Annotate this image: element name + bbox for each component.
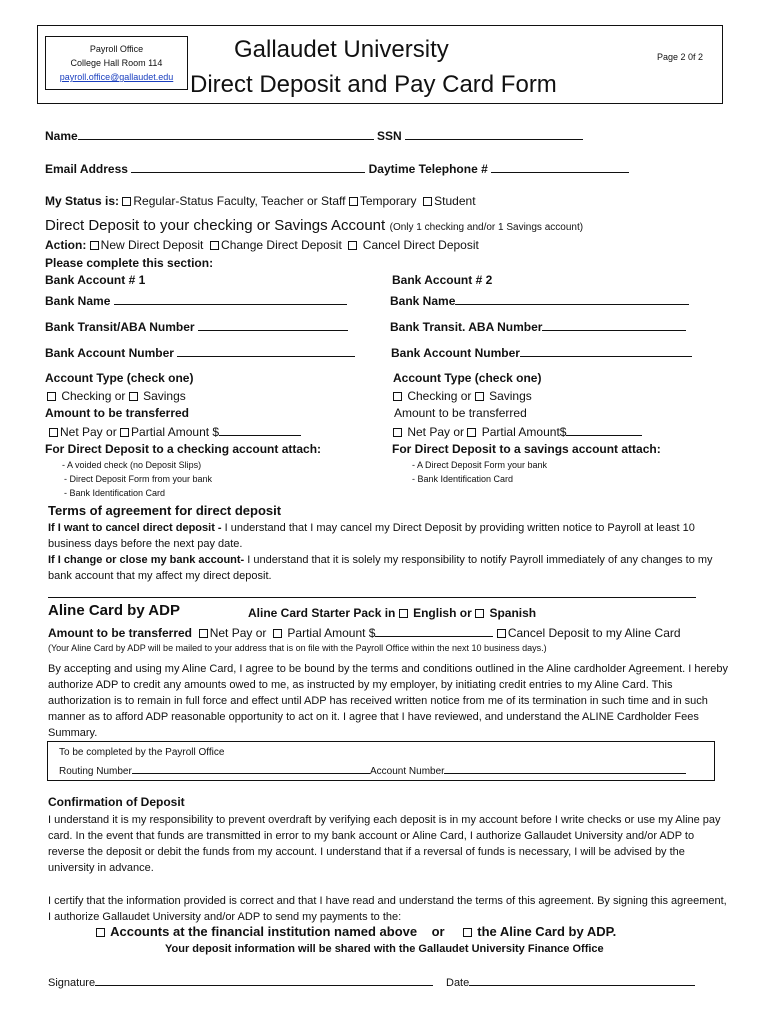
terms-cancel-text: I understand that I may cancel my Direct Deposit by providing written notice to Payroll at least 10 business days before the next pay date. [48,522,695,550]
page-number: Page 2 0f 2 [657,52,704,62]
account1-partial-field[interactable] [219,424,301,436]
status-student-checkbox[interactable] [423,197,432,206]
routing-number-label: Routing Number [59,766,132,777]
account2-partial-label: Partial Amount$ [481,425,567,439]
account1-checking-checkbox[interactable] [47,392,56,401]
account2-bank-name-row [390,293,689,308]
account2-partial-checkbox[interactable] [467,428,476,437]
aline-partial-field[interactable] [375,625,493,637]
aline-cancel-checkbox[interactable] [497,629,506,638]
account2-transit-label: Bank Transit. ABA Number [390,320,543,334]
account1-transit-label: Bank Transit/ABA Number [45,320,195,334]
action-label: Action: [45,238,87,252]
terms-heading: Terms of agreement for direct deposit [48,503,282,518]
account2-bank-name-label: Bank Name [390,294,456,308]
account2-attach-item-2: - Bank Identification Card [412,474,514,484]
account1-bank-name-row [45,293,347,308]
status-regular-checkbox[interactable] [122,197,131,206]
ssn-field[interactable] [405,128,583,140]
account2-transit-field[interactable] [542,319,686,331]
account1-net-pay-checkbox[interactable] [49,428,58,437]
payroll-office-box [45,36,188,90]
account1-partial-label: Partial Amount $ [131,425,220,439]
signature-label: Signature [48,977,96,989]
account1-attach-label: For Direct Deposit to a checking account attach: [45,442,322,456]
account-number-label: Account Number [370,766,445,777]
account1-amount-row [49,424,301,439]
aline-spanish-checkbox[interactable] [475,609,484,618]
phone-field[interactable] [491,161,629,173]
status-temporary-checkbox[interactable] [349,197,358,206]
aline-partial-checkbox[interactable] [273,629,282,638]
financial-institution-label: Accounts at the financial institution named above [110,924,418,939]
account1-transit-row [45,319,348,334]
office-use-title: To be completed by the Payroll Office [59,747,225,758]
name-field[interactable] [78,128,374,140]
aline-starter-label: Aline Card Starter Pack in [248,606,396,620]
account2-attach-label: For Direct Deposit to a savings account attach: [392,442,661,456]
shared-note: Your deposit information will be shared with the Gallaudet University Finance Office [165,943,604,955]
section-divider [48,597,696,598]
aline-net-pay-checkbox[interactable] [199,629,208,638]
terms-change-paragraph [48,552,728,584]
signature-field[interactable] [95,974,433,986]
account1-number-label: Bank Account Number [45,346,174,360]
account-number-field[interactable] [444,762,686,774]
aline-english-checkbox[interactable] [399,609,408,618]
account-number-row [370,762,686,777]
certify-text: I certify that the information provided is correct and that I have read and understand the terms of this agreement. By signing this agreement, I authorize Gallaudet University and/or ADP to send my payments to the: [48,895,727,923]
status-student-label: Student [434,194,476,208]
account1-type-row [47,389,186,403]
account1-attach-item-3: - Bank Identification Card [64,488,166,498]
change-deposit-label: Change Direct Deposit [221,238,342,252]
office-name: Payroll Office [89,44,144,54]
date-field[interactable] [469,974,695,986]
date-row [446,974,695,989]
date-label: Date [446,977,470,989]
account2-net-pay-checkbox[interactable] [393,428,402,437]
terms-change-lead: If I change or close my bank account- [48,554,248,566]
confirmation-heading: Confirmation of Deposit [48,795,185,809]
aline-amount-row [48,625,681,640]
office-email-link[interactable]: payroll.office@gallaudet.edu [59,72,174,82]
account2-checking-label: Checking or [407,389,472,403]
account2-number-row [391,345,692,360]
routing-number-field[interactable] [132,762,370,774]
name-label: Name [45,129,78,143]
status-regular-label: Regular-Status Faculty, Teacher or Staff [133,194,346,208]
account1-attach-item-1: - A voided check (no Deposit Slips) [62,460,202,470]
account1-net-pay-label: Net Pay or [60,425,117,439]
university-name: Gallaudet University [234,36,449,63]
terms-cancel-lead: If I want to cancel direct deposit - [48,522,225,534]
direct-deposit-heading-row [45,217,583,235]
account2-savings-checkbox[interactable] [475,392,484,401]
ssn-label: SSN [377,129,402,143]
new-deposit-checkbox[interactable] [90,241,99,250]
phone-label: Daytime Telephone # [368,162,488,176]
aline-spanish-label: Spanish [489,606,537,620]
account2-number-label: Bank Account Number [391,346,520,360]
account1-savings-label: Savings [143,389,186,403]
account1-bank-name-field[interactable] [114,293,347,305]
account2-type-row [393,389,532,403]
account2-bank-name-field[interactable] [455,293,689,305]
cancel-deposit-checkbox[interactable] [348,241,357,250]
confirmation-text: I understand it is my responsibility to prevent overdraft by verifying each deposit is in my account before I write checks or use my Aline pay card. In the event that funds are transmitted in error to my bank account or Aline Card, I authorize Gallaudet University and/or ADP to reverse the deposit or debit the funds from my account. I understand that if a reversal of funds is necessary, I will be advised by the university in advance. [48,814,721,874]
account1-amount-label: Amount to be transferred [45,406,190,420]
name-row [45,128,583,143]
account2-number-field[interactable] [520,345,692,357]
aline-english-label: English or [413,606,472,620]
status-label: My Status is: [45,194,120,208]
account2-amount-row [393,424,642,439]
account2-transit-row [390,319,686,334]
account1-type-label: Account Type (check one) [45,371,194,385]
financial-institution-checkbox[interactable] [96,928,105,937]
aline-net-pay-label: Net Pay or [209,626,267,640]
new-deposit-label: New Direct Deposit [100,238,204,252]
change-deposit-checkbox[interactable] [210,241,219,250]
account2-partial-field[interactable] [566,424,642,436]
routing-number-row [59,762,370,777]
payment-destination-row [96,924,616,939]
aline-heading: Aline Card by ADP [48,602,180,619]
account2-checking-checkbox[interactable] [393,392,402,401]
account1-number-field[interactable] [177,345,355,357]
cancel-deposit-label: Cancel Direct Deposit [362,238,479,252]
signature-row [48,974,433,989]
aline-cancel-label: Cancel Deposit to my Aline Card [507,626,681,640]
aline-card-checkbox[interactable] [463,928,472,937]
status-row [45,194,476,208]
office-room: College Hall Room 114 [70,58,163,68]
direct-deposit-note: (Only 1 checking and/or 1 Savings account) [389,222,584,233]
email-row [45,161,629,176]
aline-card-label: the Aline Card by ADP. [477,924,617,939]
account1-attach-item-2: - Direct Deposit Form from your bank [64,474,213,484]
aline-partial-label: Partial Amount $ [287,626,376,640]
account2-attach-item-1: - A Direct Deposit Form your bank [412,460,548,470]
aline-starter-row [248,606,536,620]
account2-type-label: Account Type (check one) [393,371,542,385]
account1-number-row [45,345,355,360]
account1-title: Bank Account # 1 [45,273,146,287]
account1-savings-checkbox[interactable] [129,392,138,401]
account1-bank-name-label: Bank Name [45,294,111,308]
or-label: or [431,924,445,939]
account1-partial-checkbox[interactable] [120,428,129,437]
account2-savings-label: Savings [489,389,532,403]
account2-title: Bank Account # 2 [392,273,493,287]
account1-transit-field[interactable] [198,319,348,331]
account2-net-pay-label: Net Pay or [407,425,465,439]
action-row [45,238,479,252]
terms-change-text: I understand that it is solely my responsibility to notify Payroll immediately of any changes to my bank account that my affect my direct deposit. [48,554,713,582]
form-title: Direct Deposit and Pay Card Form [190,71,557,98]
aline-amount-label: Amount to be transferred [48,626,193,640]
email-label: Email Address [45,162,128,176]
complete-section-label: Please complete this section: [45,256,214,270]
aline-mail-note: (Your Aline Card by ADP will be mailed to your address that is on file with the Payroll Office within the next 10 business days.) [48,643,547,653]
terms-cancel-paragraph [48,520,728,552]
account2-amount-label: Amount to be transferred [394,406,527,420]
aline-agreement-text: By accepting and using my Aline Card, I agree to be bound by the terms and conditions outlined in the Aline cardholder Agreement. I hereby authorize ADP to credit any amounts owed to me, as instructed by my employer, by initiating credit entries to my Aline Card. This authorization is to remain in full force and effect until ADP has received written notice from me of its termination in such time and in such manner as to afford ADP reasonable opportunity to act on it. I agree that I have reviewed, and understand the ALINE Cardholder Fees Summary. [48,663,728,739]
account1-checking-label: Checking or [61,389,126,403]
status-temporary-label: Temporary [359,194,417,208]
email-field[interactable] [131,161,365,173]
direct-deposit-heading: Direct Deposit to your checking or Savings Account [45,217,386,234]
